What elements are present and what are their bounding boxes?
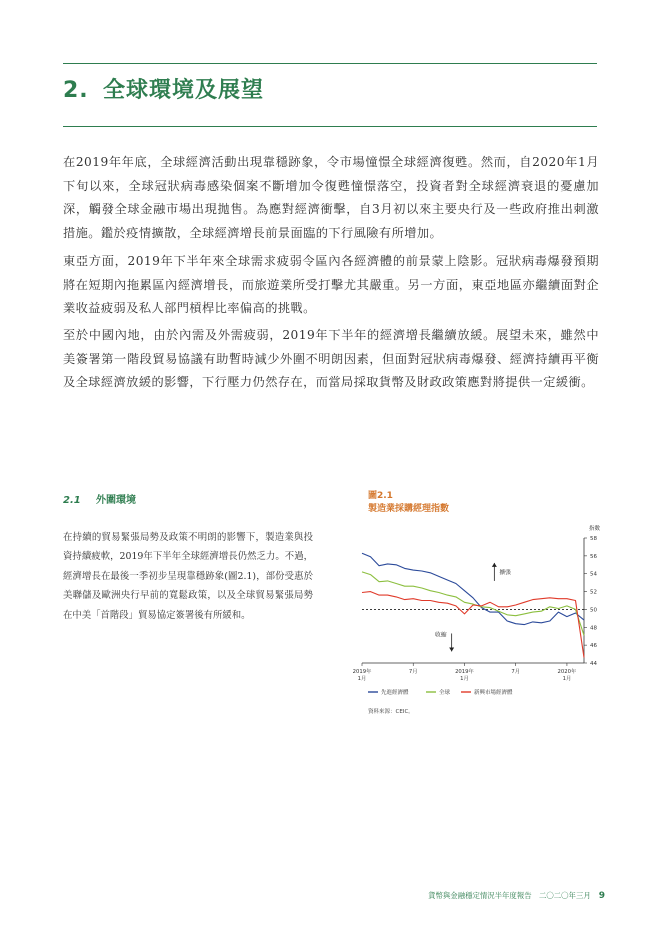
legend-label-advanced-economies: 先進經濟體	[381, 690, 409, 696]
pmi-chart	[350, 520, 615, 720]
y-tick-label: 46	[590, 643, 597, 650]
series-line-emerging-market-economies	[362, 592, 584, 658]
subsection-heading	[63, 491, 136, 506]
subsection-body: 在持續的貿易緊張局勢及政策不明朗的影響下，製造業與投資持續疲軟，2019年下半年全球經濟增長仍然乏力。不過，經濟增長在最後一季初步呈現靠穩跡象(圖2.1)，部份受惠於美聯儲及歐洲央行早前的寬鬆政策，以及全球貿易緊張局勢在中美「首階段」貿易協定簽署後有所緩和。	[63, 532, 313, 621]
x-tick-label: 7月	[511, 669, 521, 675]
page-title	[63, 73, 264, 104]
contraction-label: 收縮	[435, 632, 447, 639]
x-tick-label: 7月	[408, 669, 418, 675]
page-footer	[428, 890, 605, 901]
section-number: 2.	[63, 78, 89, 103]
x-tick-label: 2019年	[455, 669, 474, 675]
series-line-global	[362, 572, 584, 635]
title-bottom-rule	[63, 126, 597, 127]
expansion-label: 擴張	[499, 569, 511, 576]
y-tick-label: 58	[590, 536, 597, 542]
x-tick-label: 1月	[357, 676, 367, 682]
legend-label-global: 全球	[439, 690, 451, 696]
x-tick-label: 1月	[460, 676, 469, 682]
paragraph-mainland-china: 至於中國內地，由於內需及外需疲弱，2019年下半年的經濟增長繼續放緩。展望未來，雖然中美簽署第一階段貿易協議有助暫時減少外圍不明朗因素，但面對冠狀病毒爆發、經濟持續再平衡及全球經濟放緩的影響，下行壓力仍然存在，而當局採取貨幣及財政政策應對將提供一定緩衝。	[63, 328, 599, 389]
y-axis-label: 指數	[589, 526, 601, 532]
figure-number: 圖2.1	[368, 491, 393, 501]
footer-text: 貨幣與金融穩定情況半年度報告 二〇二〇年三月	[428, 891, 591, 900]
page-number: 9	[598, 891, 605, 901]
figure-title: 製造業採購經理指數	[368, 504, 450, 514]
y-tick-label: 52	[590, 589, 597, 596]
y-tick-label: 44	[590, 661, 597, 667]
y-tick-label: 48	[590, 625, 597, 632]
subsection-title: 外圍環境	[96, 495, 136, 506]
chart-source: 資料來源：CEIC。	[368, 709, 414, 715]
x-tick-label: 1月	[562, 676, 572, 682]
y-tick-label: 54	[590, 571, 597, 578]
x-tick-label: 2019年	[352, 669, 372, 675]
legend-label-emerging-market-economies: 新興市場經濟體	[474, 690, 513, 696]
y-tick-label: 50	[590, 607, 597, 614]
top-rule	[63, 63, 597, 64]
contraction-arrow-head	[449, 647, 454, 651]
y-tick-label: 56	[590, 553, 597, 560]
paragraph-east-asia: 東亞方面，2019年下半年來全球需求疲弱令區內各經濟體的前景蒙上陰影。冠狀病毒爆發預期將在短期內拖累區內經濟增長，而旅遊業所受打擊尤其嚴重。另一方面，東亞地區亦繼續面對企業收益疲弱及私人部門槓桿比率偏高的挑戰。	[63, 254, 599, 315]
section-title-text: 全球環境及展望	[103, 78, 265, 103]
x-tick-label: 2020年	[557, 669, 577, 675]
paragraph-global-outlook: 在2019年年底，全球經濟活動出現靠穩跡象，令市場憧憬全球經濟復甦。然而，自2020年1月下旬以來，全球冠狀病毒感染個案不斷增加令復甦憧憬落空，投資者對全球經濟衰退的憂慮加深，觸發全球金融市場出現拋售。為應對經濟衝擊，自3月初以來主要央行及一些政府推出刺激措施。鑑於疫情擴散，全球經濟增長前景面臨的下行風險有所增加。	[63, 155, 599, 240]
series-line-advanced-economies	[362, 553, 584, 624]
expansion-arrow-head	[492, 563, 497, 567]
subsection-number: 2.1	[63, 495, 81, 506]
